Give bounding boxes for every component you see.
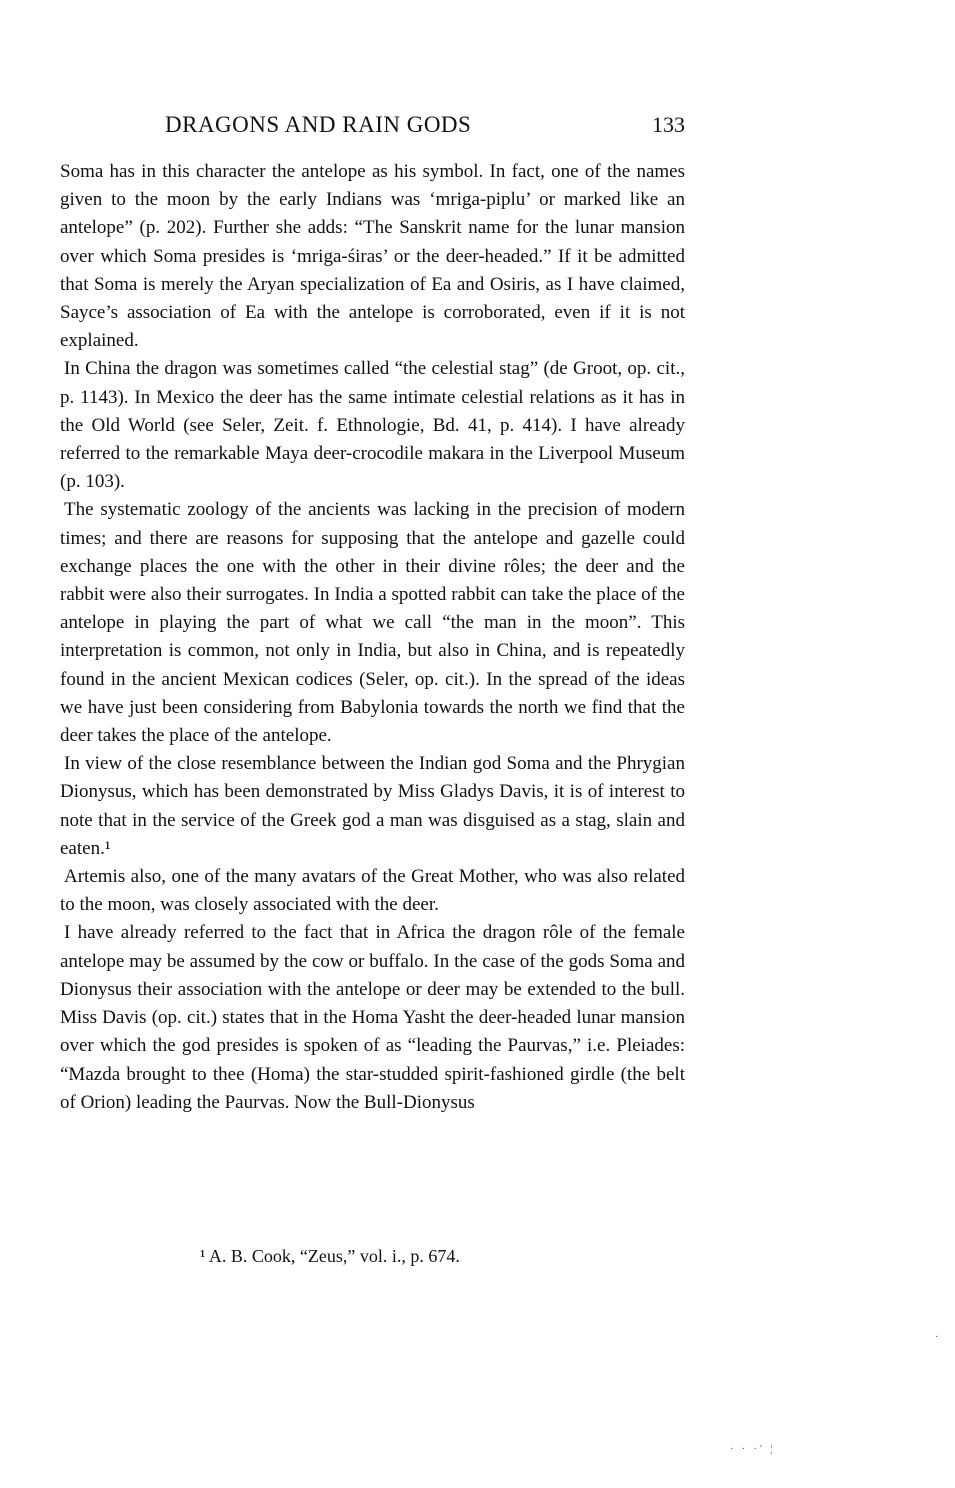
scan-mark-bottom: · · ·' ¦: [730, 1444, 776, 1455]
scan-mark-right: ·: [935, 1332, 939, 1343]
running-title: DRAGONS AND RAIN GODS: [165, 112, 472, 137]
paragraph-1: Soma has in this character the antelope as his symbol. In fact, one of the names given to the moon by the early Indians was ‘mriga-piplu’ or marked like an antelope” (p. 202). Further she adds: “The Sanskrit name for the lunar mansion over which Soma presides is ‘mriga-śiras’ or the deer-headed.” If it be admitted that Soma is merely the Aryan specialization of Ea and Osiris, as I have claimed, Sayce’s association of Ea with the antelope is corroborated, even if it is not explained.: [60, 161, 685, 352]
paragraph-3: The systematic zoology of the ancients was lacking in the precision of modern times; and there are reasons for supposing that the antelope and gazelle could exchange places the one with the other in their divine rôles; the deer and the rabbit were also their surrogates. In India a spotted rabbit can take the place of the antelope in playing the part of what we call “the man in the moon”. This interpretation is common, not only in India, but also in China, and is repeatedly found in the ancient Mexican codices (Seler, op. cit.). In the spread of the ideas we have just been considering from Babylonia towards the north we find that the deer takes the place of the antelope.: [60, 499, 685, 747]
page-number: 133: [652, 112, 685, 137]
body-text: [60, 158, 685, 1117]
paragraph-5: Artemis also, one of the many avatars of the Great Mother, who was also related to the moon, was closely associated with the deer.: [60, 866, 685, 916]
paragraph-6: I have already referred to the fact that in Africa the dragon rôle of the female antelope may be assumed by the cow or buffalo. In the case of the gods Soma and Dionysus their association with the antelope or deer may be extended to the bull. Miss Davis (op. cit.) states that in the Homa Yasht the deer-headed lunar mansion over which the god presides is spoken of as “leading the Paurvas,” i.e. Pleiades: “Mazda brought to thee (Homa) the star-studded spirit-fashioned girdle (the belt of Orion) leading the Paurvas. Now the Bull-Dionysus: [60, 922, 685, 1113]
paragraph-2: In China the dragon was sometimes called “the celestial stag” (de Groot, op. cit., p. 1143). In Mexico the deer has the same intimate celestial relations as it has in the Old World (see Seler, Zeit. f. Ethnologie, Bd. 41, p. 414). I have already referred to the remarkable Maya deer-crocodile makara in the Liverpool Museum (p. 103).: [60, 358, 685, 493]
paragraph-4: In view of the close resemblance between the Indian god Soma and the Phrygian Dionysus, which has been demonstrated by Miss Gladys Davis, it is of interest to note that in the service of the Greek god a man was disguised as a stag, slain and eaten.¹: [60, 753, 685, 859]
running-head: [165, 110, 685, 144]
footnote: ¹ A. B. Cook, “Zeus,” vol. i., p. 674.: [200, 1246, 460, 1266]
